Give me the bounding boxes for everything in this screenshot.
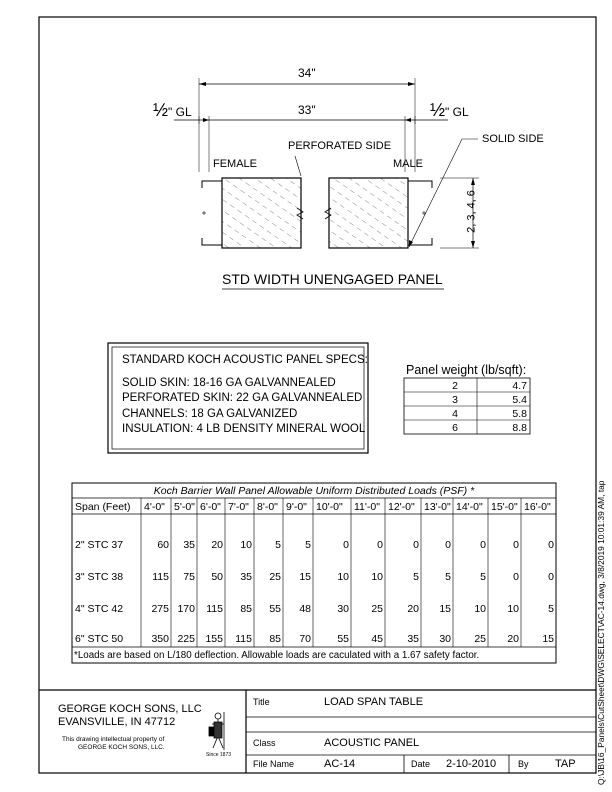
span-header-cell: 5'-0" <box>174 501 195 513</box>
load-value-cell: 115 <box>152 571 169 583</box>
by-value: TAP <box>555 758 576 770</box>
weight-size: 4 <box>452 408 458 420</box>
span-header-cell: 13'-0" <box>424 501 451 513</box>
weight-value: 5.8 <box>512 408 527 420</box>
span-header-cell: 7'-0" <box>228 501 249 513</box>
ip-notice-1: This drawing intellectual property of <box>62 736 165 743</box>
load-value-cell: 0 <box>480 539 486 551</box>
gl-left <box>153 101 192 119</box>
load-value-cell: 350 <box>151 633 169 645</box>
load-value-cell: 30 <box>439 633 451 645</box>
load-value-cell: 10 <box>337 571 349 583</box>
span-header-cell: 14'-0" <box>456 501 483 513</box>
load-value-cell: 0 <box>548 539 554 551</box>
load-value-cell: 10 <box>507 603 519 615</box>
load-value-cell: 25 <box>474 633 486 645</box>
thickness-label: 2, 3, 4, 6 <box>465 190 478 233</box>
load-value-cell: 35 <box>407 633 419 645</box>
load-value-cell: 5 <box>305 539 311 551</box>
perforated-side-label: PERFORATED SIDE <box>288 140 392 152</box>
load-value-cell: 25 <box>269 571 281 583</box>
load-value-cell: 0 <box>513 539 519 551</box>
file-name-value: AC-14 <box>324 758 356 770</box>
load-value-cell: 275 <box>151 603 169 615</box>
spec-line: INSULATION: 4 LB DENSITY MINERAL WOOL <box>122 423 366 435</box>
load-value-cell: 85 <box>269 633 281 645</box>
file-name-label: File Name <box>253 759 295 769</box>
class-label: Class <box>253 738 276 748</box>
weight-heading: Panel weight (lb/sqft): <box>406 363 527 377</box>
load-value-cell: 35 <box>240 571 252 583</box>
by-label: By <box>518 759 529 769</box>
gl-right-unit: " GL <box>445 105 469 119</box>
file-path-stamp: Q:\JB\16_Panels\CutSheet\DWG\SELECT\AC-14.dwg, 3/8/2019 10:01:39 AM, tap <box>596 480 606 785</box>
span-header-cell: 9'-0" <box>286 501 307 513</box>
span-header-cell: 16'-0" <box>524 501 551 513</box>
load-value-cell: 0 <box>343 539 349 551</box>
load-value-cell: 5 <box>413 571 419 583</box>
company-name: GEORGE KOCH SONS, LLC <box>58 703 202 715</box>
spec-line: SOLID SKIN: 18-16 GA GALVANNEALED <box>122 377 336 389</box>
load-value-cell: 0 <box>513 571 519 583</box>
knight-logo-icon <box>209 712 224 750</box>
load-value-cell: 0 <box>548 571 554 583</box>
span-header-cell: 11'-0" <box>354 501 380 513</box>
specs-heading: STANDARD KOCH ACOUSTIC PANEL SPECS: <box>122 354 368 366</box>
span-header-cell: 10'-0" <box>316 501 343 513</box>
load-value-cell: 20 <box>407 603 419 615</box>
dim-overall: 34" <box>298 66 316 80</box>
row-label: 4" STC 42 <box>75 603 124 615</box>
load-value-cell: 115 <box>206 603 223 615</box>
load-value-cell: 115 <box>235 633 252 645</box>
date-value: 2-10-2010 <box>446 758 497 770</box>
span-header-cell: 6'-0" <box>200 501 221 513</box>
male-label: MALE <box>393 158 423 170</box>
load-value-cell: 10 <box>371 571 383 583</box>
ip-notice-2: GEORGE KOCH SONS, LLC. <box>78 744 165 751</box>
load-value-cell: 10 <box>474 603 486 615</box>
title-value: LOAD SPAN TABLE <box>324 696 424 708</box>
load-value-cell: 35 <box>183 539 195 551</box>
load-value-cell: 15 <box>299 571 311 583</box>
weight-size: 6 <box>452 422 458 434</box>
load-value-cell: 85 <box>240 603 252 615</box>
load-value-cell: 5 <box>275 539 281 551</box>
class-value: ACOUSTIC PANEL <box>324 737 420 749</box>
gl-left-fraction: ½ <box>153 100 169 120</box>
span-header-cell: 4'-0" <box>144 501 165 513</box>
load-value-cell: 20 <box>507 633 519 645</box>
gl-left-unit: " GL <box>168 105 192 119</box>
load-value-cell: 55 <box>269 603 281 615</box>
load-value-cell: 0 <box>377 539 383 551</box>
load-value-cell: 48 <box>299 603 311 615</box>
load-value-cell: 5 <box>445 571 451 583</box>
load-value-cell: 70 <box>299 633 311 645</box>
weight-value: 5.4 <box>512 394 527 406</box>
load-value-cell: 0 <box>413 539 419 551</box>
span-header-cell: 8'-0" <box>257 501 278 513</box>
row-label: 6" STC 50 <box>75 633 124 645</box>
load-value-cell: 15 <box>542 633 554 645</box>
title-label: Title <box>253 697 270 707</box>
date-label: Date <box>411 759 431 769</box>
load-table-title: Koch Barrier Wall Panel Allowable Uniform Distributed Loads (PSF) * <box>153 485 475 497</box>
row-label: 2" STC 37 <box>75 539 124 551</box>
female-label: FEMALE <box>213 158 258 170</box>
load-value-cell: 170 <box>177 603 195 615</box>
load-value-cell: 0 <box>445 539 451 551</box>
load-value-cell: 155 <box>205 633 223 645</box>
load-value-cell: 25 <box>371 603 383 615</box>
weight-size: 3 <box>452 394 458 406</box>
load-value-cell: 15 <box>439 603 451 615</box>
company-city: EVANSVILLE, IN 47712 <box>58 716 176 728</box>
weight-value: 8.8 <box>512 422 527 434</box>
load-value-cell: 5 <box>480 571 486 583</box>
span-header-cell: 12'-0" <box>388 501 415 513</box>
weight-size: 2 <box>452 380 458 392</box>
load-value-cell: 55 <box>337 633 349 645</box>
spec-line: PERFORATED SKIN: 22 GA GALVANNEALED <box>122 392 363 404</box>
load-footnote: *Loads are based on L/180 deflection. Allowable loads are caculated with a 1.67 safety factor. <box>74 650 480 661</box>
load-value-cell: 5 <box>548 603 554 615</box>
span-header-cell: 15'-0" <box>491 501 518 513</box>
since-label: Since 1873 <box>206 752 232 758</box>
load-value-cell: 60 <box>157 539 169 551</box>
weight-value: 4.7 <box>512 380 527 392</box>
load-value-cell: 30 <box>337 603 349 615</box>
load-value-cell: 10 <box>240 539 252 551</box>
load-value-cell: 75 <box>183 571 195 583</box>
drawing-title: STD WIDTH UNENGAGED PANEL <box>222 271 443 287</box>
gl-right-fraction: ½ <box>430 100 446 120</box>
dim-inner: 33" <box>298 103 316 117</box>
row-label: 3" STC 38 <box>75 571 124 583</box>
load-value-cell: 45 <box>371 633 383 645</box>
load-value-cell: 50 <box>211 571 223 583</box>
span-header: Span (Feet) <box>75 501 131 513</box>
spec-line: CHANNELS: 18 GA GALVANIZED <box>122 408 298 420</box>
load-value-cell: 225 <box>177 633 195 645</box>
gl-right <box>430 101 469 119</box>
load-value-cell: 20 <box>211 539 223 551</box>
solid-side-label: SOLID SIDE <box>482 133 544 145</box>
